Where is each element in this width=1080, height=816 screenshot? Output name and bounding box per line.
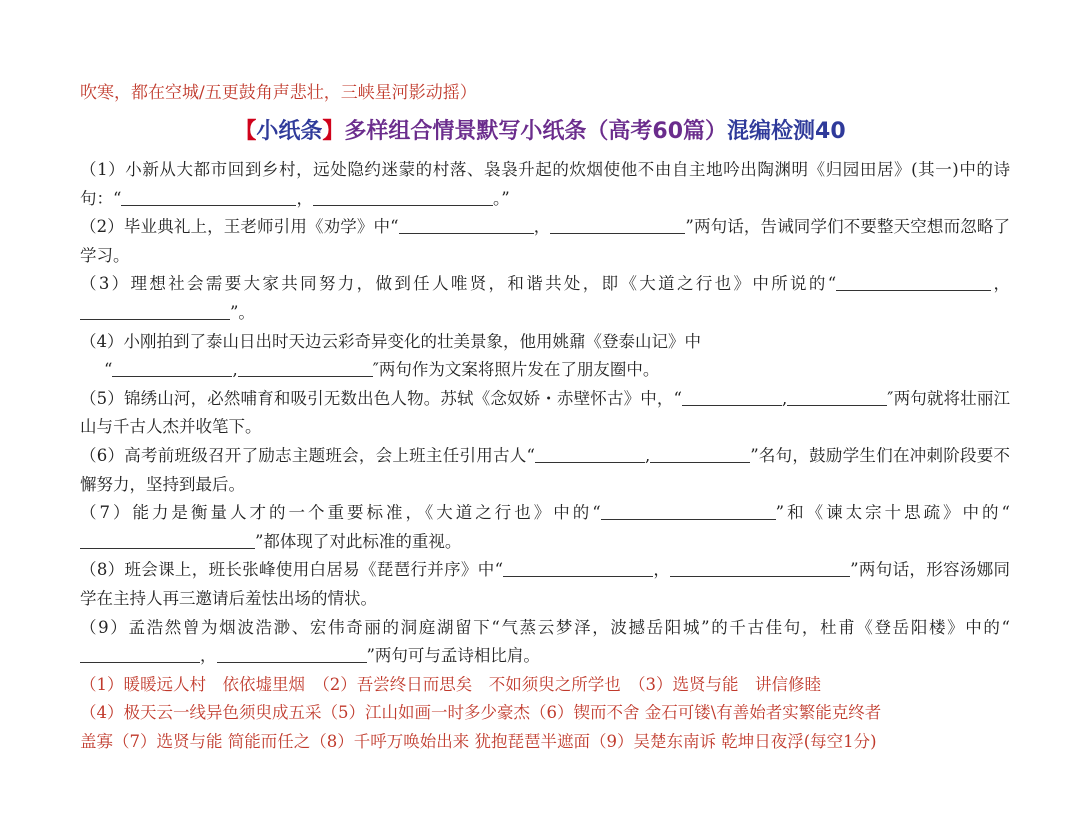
answer-blank [80, 530, 255, 548]
title-tag: 小纸条 [256, 119, 323, 144]
answer-blank [550, 216, 685, 234]
question-7: （7）能力是衡量人才的一个重要标准，《大道之行也》中的“ ”和《谏太宗十思疏》中的“”都体现了对此标准的重视。 [80, 503, 1010, 551]
title-main: 多样组合情景默写小纸条（高考60篇） [344, 119, 728, 144]
question-4: （4）小刚拍到了泰山日出时天边云彩奇异变化的壮美景象，他用姚鼐《登泰山记》中 “ , ″两句作为文案将照片发在了朋友圈中。 [80, 331, 701, 380]
title-bracket-close: 】 [322, 119, 345, 144]
answer-key-line-2: （4）极天云一线异色须臾成五采（5）江山如画一时多少豪杰（6）锲而不舍 金石可镂\有善始者实繁能克终者 [80, 703, 882, 723]
question-9: （9）孟浩然曾为烟波浩渺、宏伟奇丽的洞庭湖留下“气蒸云梦泽，波撼岳阳城”的千古佳句，杜甫《登岳阳楼》中的“， ”两句可与孟诗相比肩。 [80, 617, 1010, 666]
title-bracket-open: 【 [234, 119, 257, 144]
answer-blank [682, 387, 782, 405]
top-answer-line: 吹寒，都在空城/五更鼓角声悲壮，三峡星河影动摇） [80, 83, 477, 103]
answer-blank [238, 359, 373, 377]
answer-blank [80, 302, 230, 320]
title-suffix: 混编检测40 [727, 119, 846, 144]
question-5: （5）锦绣山河，必然哺育和吸引无数出色人物。苏轼《念奴娇・赤壁怀古》中，“ , ″两句就将壮丽江山与千古人杰并收笔下。 [80, 388, 1011, 437]
answer-blank [112, 359, 232, 377]
answer-blank [217, 645, 367, 663]
answer-blank [399, 216, 534, 234]
page-title [0, 114, 1080, 145]
question-list [80, 156, 1010, 756]
answer-blank [313, 187, 493, 205]
answer-blank [836, 273, 991, 291]
question-3: （3）理想社会需要大家共同努力，做到任人唯贤，和谐共处，即《大道之行也》中所说的“ ，”。 [80, 274, 1010, 322]
answer-blank [650, 445, 750, 463]
answer-key-line-3: 盖寡（7）选贤与能 简能而任之（8）千呼万唤始出来 犹抱琵琶半遮面（9）吴楚东南诉 乾坤日夜浮(每空1分) [80, 731, 877, 751]
answer-blank [80, 645, 200, 663]
question-1: （1）小新从大都市回到乡村，远处隐约迷蒙的村落、袅袅升起的炊烟使他不由自主地吟出陶渊明《归园田居》(其一)中的诗句：“ ， 。” [80, 160, 1010, 208]
question-8: （8）班会课上，班长张峰使用白居易《琵琶行并序》中“ ， ”两句话，形容汤娜同学在主持人再三邀请后羞怯出场的情状。 [80, 560, 1011, 608]
question-2: （2）毕业典礼上，王老师引用《劝学》中“ ， ”两句话，告诫同学们不要整天空想而忽略了学习。 [80, 217, 1010, 265]
question-6: （6）高考前班级召开了励志主题班会，会上班主任引用古人“ , ”名句，鼓励学生们在冲刺阶段要不懈努力，坚持到最后。 [80, 445, 1011, 494]
answer-blank [670, 559, 850, 577]
answer-blank [121, 187, 296, 205]
answer-blank [601, 502, 776, 520]
answer-blank [503, 559, 653, 577]
answer-blank [787, 387, 887, 405]
answer-key-line-1: （1）暖暖远人村 依依墟里烟 （2）吾尝终日而思矣 不如须臾之所学也 （3）选贤与能 讲信修睦 [80, 674, 821, 694]
answer-blank [535, 445, 645, 463]
